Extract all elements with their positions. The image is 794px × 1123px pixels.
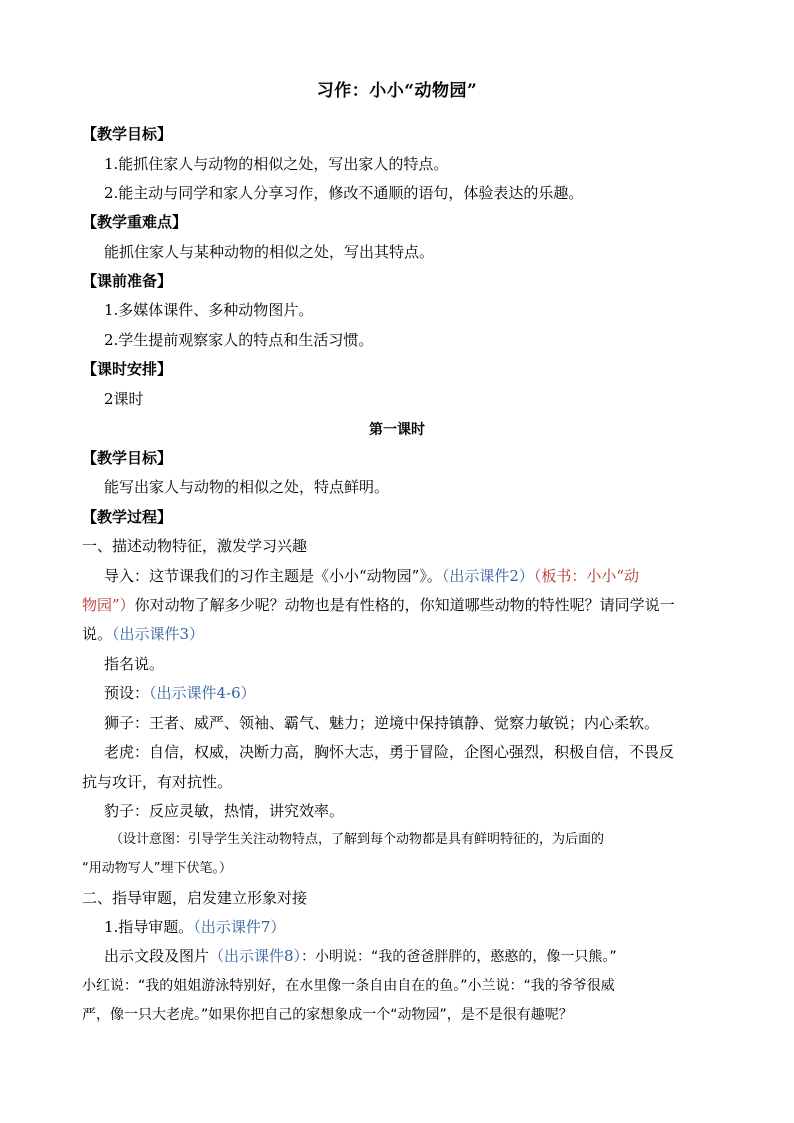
section-heading-key-points: 【教学重难点】 [82, 213, 188, 231]
intro-line-2 [82, 595, 675, 615]
tiger-description-1: 老虎：自信，权威，决断力高，胸怀大志，勇于冒险，企图心强烈，积极自信，不畏反 [104, 743, 675, 761]
section-heading-preparation: 【课前准备】 [82, 272, 173, 290]
leopard-description: 豹子：反应灵敏，热情，讲究效率。 [104, 802, 345, 820]
call-on-students: 指名说。 [104, 655, 165, 673]
blackboard-note-end: 物园”） [82, 596, 135, 614]
courseware-ref: （出示课件7） [193, 918, 286, 936]
show-passage-line [104, 946, 617, 967]
section-heading-process: 【教学过程】 [82, 508, 173, 526]
guide-label: 1.指导审题。 [104, 918, 194, 936]
blackboard-note: （板书：小小“动 [533, 567, 640, 585]
intro-end: 说。 [82, 625, 113, 643]
preset-line [104, 683, 256, 703]
intro-text: 导入：这节课我们的习作主题是《小小“动物园”》。 [104, 567, 442, 585]
key-point-text: 能抓住家人与某种动物的相似之处，写出其特点。 [104, 243, 435, 261]
goal-item-2: 2.能主动与同学和家人分享习作，修改不通顺的语句，体验表达的乐趣。 [104, 184, 584, 202]
goal-item-1: 1.能抓住家人与动物的相似之处，写出家人的特点。 [104, 155, 449, 173]
lesson-subtitle: 第一课时 [369, 422, 425, 438]
show-label: 出示文段及图片 [104, 947, 210, 965]
tiger-description-2: 抗与攻讦，有对抗性。 [82, 773, 233, 791]
prep-item-1: 1.多媒体课件、多种动物图片。 [104, 301, 314, 319]
courseware-ref: （出示课件3） [112, 625, 205, 643]
quote-line-2: 小红说：“我的姐姐游泳特别好，在水里像一条自由自在的鱼。”小兰说：“我的爷爷很威 [82, 978, 615, 994]
preset-label: 预设： [104, 684, 150, 702]
lion-description: 狮子：王者、威严、领袖、霸气、魅力；逆境中保持镇静、觉察力敏锐；内心柔软。 [104, 714, 660, 732]
quote-line-3: 严，像一只大老虎。”如果你把自己的家想象成一个“动物园”，是不是很有趣呢？ [82, 1007, 573, 1023]
xiaoming-quote: ：小明说：“我的爸爸胖胖的，憨憨的，像一只熊。” [301, 949, 617, 965]
section-heading-goals: 【教学目标】 [82, 125, 173, 143]
design-intent-1: （设计意图：引导学生关注动物特点，了解到每个动物都是具有鲜明特征的，为后面的 [110, 832, 605, 847]
section-heading-schedule: 【课时安排】 [82, 360, 173, 378]
lesson1-goal-text: 能写出家人与动物的相似之处，特点鲜明。 [104, 478, 390, 496]
schedule-text: 2课时 [104, 390, 144, 408]
part-2-heading: 二、指导审题，启发建立形象对接 [82, 889, 308, 907]
intro-line-3 [82, 624, 204, 644]
design-intent-2: “用动物写人”埋下伏笔。） [82, 861, 232, 876]
page-title: 习作：小小“动物园” [316, 81, 478, 101]
courseware-ref: （出示课件4-6） [149, 684, 256, 702]
courseware-ref: （出示课件2） [441, 567, 534, 585]
guide-line [104, 917, 285, 937]
prep-item-2: 2.学生提前观察家人的特点和生活习惯。 [104, 331, 374, 349]
courseware-ref: （出示课件8） [209, 947, 302, 965]
part-1-heading: 一、描述动物特征，激发学习兴趣 [82, 537, 308, 555]
section-heading-goals-lesson1: 【教学目标】 [82, 449, 173, 467]
intro-question: 你对动物了解多少呢？动物也是有性格的，你知道哪些动物的特性呢？请同学说一 [134, 596, 675, 614]
intro-line-1 [104, 566, 639, 586]
